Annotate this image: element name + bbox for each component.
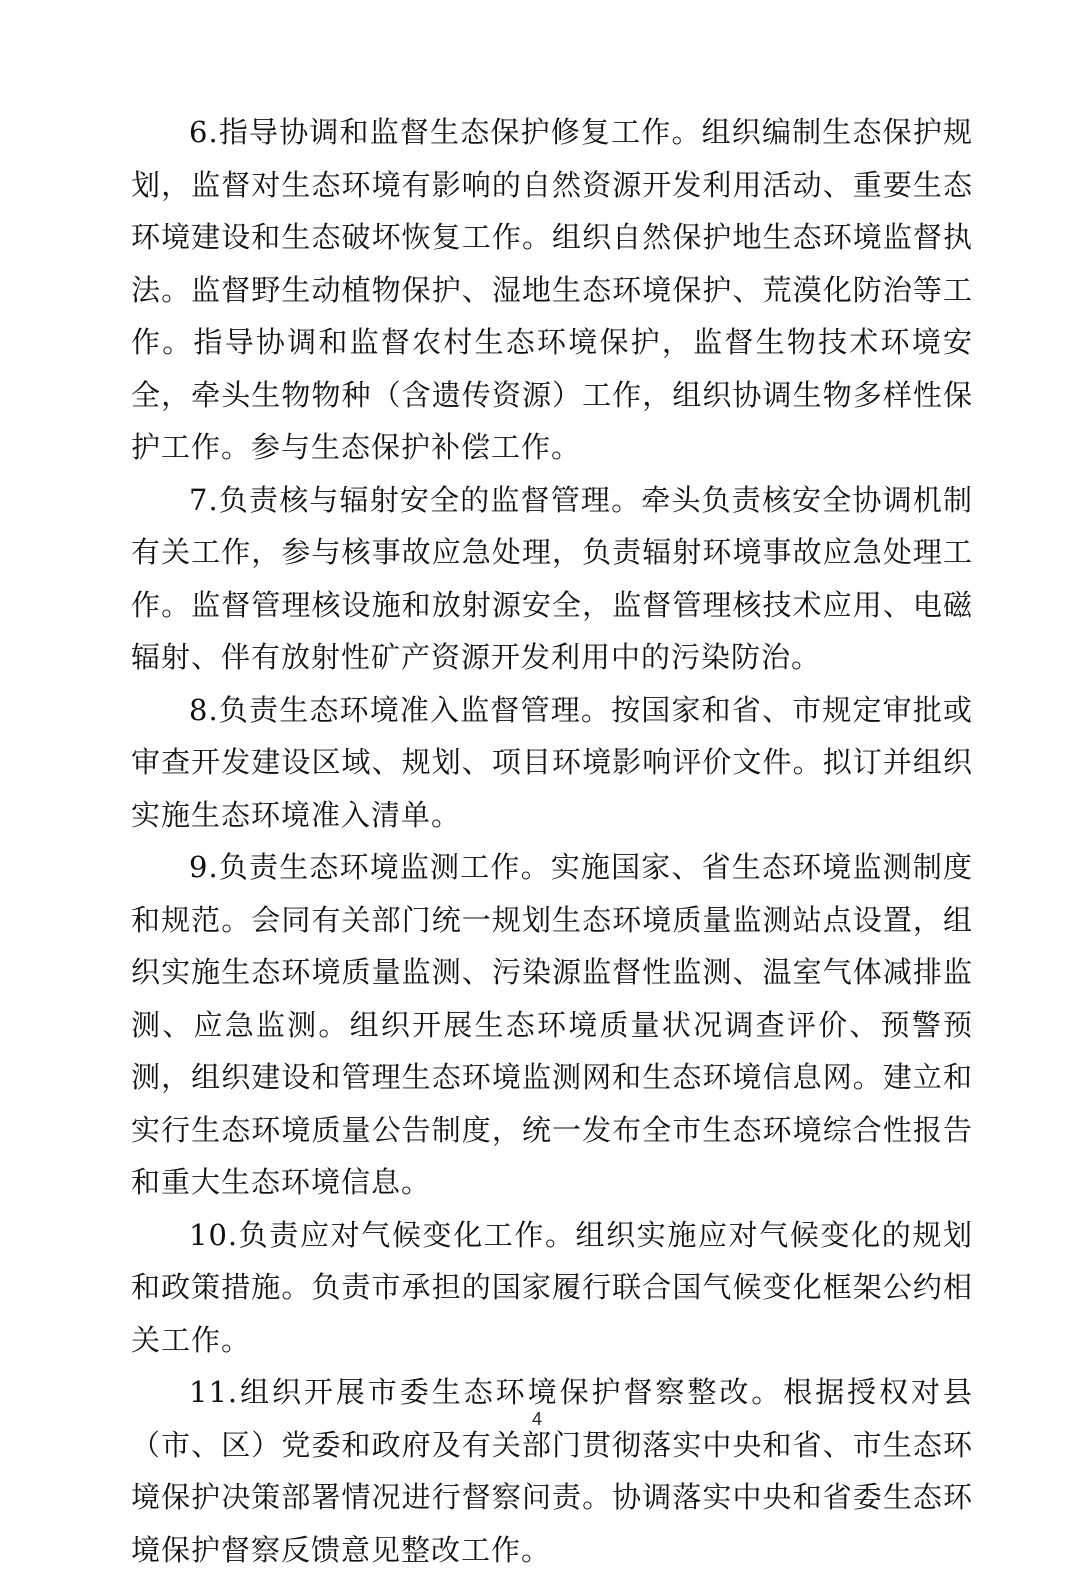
paragraph-item-7: 7.负责核与辐射安全的监督管理。牵头负责核安全协调机制有关工作，参与核事故应急处理，负责辐射环境事故应急处理工作。监督管理核设施和放射源安全，监督管理核技术应用、电磁辐射、伴有放射性矿产资源开发利用中的污染防治。 bbox=[131, 482, 973, 674]
page-number: 4 bbox=[531, 1409, 542, 1429]
document-body bbox=[131, 106, 973, 1576]
paragraph-item-8: 8.负责生态环境准入监督管理。按国家和省、市规定审批或审查开发建设区域、规划、项目环境影响评价文件。拟订并组织实施生态环境准入清单。 bbox=[131, 692, 973, 832]
paragraph-item-11: 11.组织开展市委生态环境保护督察整改。根据授权对县（市、区）党委和政府及有关部门贯彻落实中央和省、市生态环境保护决策部署情况进行督察问责。协调落实中央和省委生态环境保护督察反馈意见整改工作。 bbox=[131, 1375, 973, 1567]
paragraph-item-6: 6.指导协调和监督生态保护修复工作。组织编制生态保护规划，监督对生态环境有影响的自然资源开发利用活动、重要生态环境建设和生态破坏恢复工作。组织自然保护地生态环境监督执法。监督野生动植物保护、湿地生态环境保护、荒漠化防治等工作。指导协调和监督农村生态环境保护，监督生物技术环境安全，牵头生物物种（含遗传资源）工作，组织协调生物多样性保护工作。参与生态保护补偿工作。 bbox=[131, 115, 973, 464]
paragraph-item-9: 9.负责生态环境监测工作。实施国家、省生态环境监测制度和规范。会同有关部门统一规划生态环境质量监测站点设置，组织实施生态环境质量监测、污染源监督性监测、温室气体减排监测、应急监测。组织开展生态环境质量状况调查评价、预警预测，组织建设和管理生态环境监测网和生态环境信息网。建立和实行生态环境质量公告制度，统一发布全市生态环境综合性报告和重大生态环境信息。 bbox=[131, 850, 973, 1199]
paragraph-item-10: 10.负责应对气候变化工作。组织实施应对气候变化的规划和政策措施。负责市承担的国家履行联合国气候变化框架公约相关工作。 bbox=[131, 1217, 973, 1357]
